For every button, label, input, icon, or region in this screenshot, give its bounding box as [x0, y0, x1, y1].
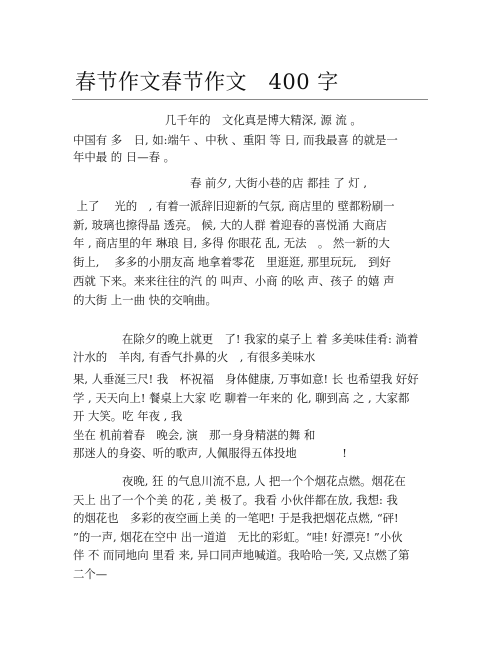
paragraph-3-line-4: 学 , 天天向上! 餐桌上大家 吃 聊着一年来的 化, 聊到高 之 , 大家都 — [73, 391, 410, 405]
paragraph-4-line-1: 夜晚, 狂 的气息川流不息, 人 把一个个烟花点燃。烟花在 — [122, 474, 406, 488]
paragraph-2-line-3: 新, 玻璃也擦得晶 透亮。 候, 大的人群 着迎春的喜悦涌 大商店 — [73, 218, 387, 232]
paragraph-4-line-2: 天上 出了一个个美 的花 , 美 极了。我看 小伙伴都在放, 我想: 我 — [73, 493, 398, 507]
paragraph-2-line-5: 街上, 多多的小朋友高 地拿着零花 里逛逛, 那里玩玩, 到好 — [73, 255, 391, 269]
paragraph-1-line-2: 中国有 多 日, 如:端午 、中秋 、重阳 等 日, 而我最喜 的就是一 — [73, 133, 398, 147]
paragraph-4-line-6: 二个— — [73, 567, 108, 581]
paragraph-2-line-2: 上了 光的 , 有着一派辞旧迎新的气氛, 商店里的 壁都粉刷一 — [73, 199, 395, 213]
paragraph-2-line-4: 年 , 商店里的年 琳琅 目, 多得 你眼花 乱, 无法 。 然一新的大 — [73, 236, 390, 250]
paragraph-4-line-4: ”的一声, 烟花在空中 出一道道 无比的彩虹。“哇! 好漂亮! ”小伙 — [73, 530, 403, 544]
paragraph-3-line-3: 果, 人垂涎三尺! 我 杯祝福 身体健康, 万事如意! 长 也希望我 好好 — [73, 372, 419, 386]
paragraph-3-line-2: 汁水的 羊肉, 有香气扑鼻的火 , 有很多美味水 — [73, 350, 316, 364]
paragraph-3-line-1: 在除夕的晚上就更 了! 我家的桌子上 着 多美味佳肴: 淌着 — [122, 332, 419, 346]
paragraph-3-line-5: 开 大笑。吃 年夜 , 我 — [73, 409, 183, 423]
title-divider — [72, 99, 428, 100]
paragraph-3-line-7: 那迷人的身姿、听的歌声, 人佩服得五体投地 ! — [73, 446, 347, 460]
paragraph-2-line-1: 春 前夕, 大街小巷的店 都挂 了 灯 , — [190, 176, 368, 190]
page-title: 春节作文春节作文 400 字 — [75, 70, 339, 94]
paragraph-3-line-6: 坐在 机前着春 晚会, 演 那一身身精湛的舞 和 — [73, 428, 316, 442]
paragraph-2-line-6: 西就 下来。来来往往的汽 的 叫声、小商 的吆 声、孩子 的嬉 声 — [73, 274, 395, 288]
paragraph-4-line-3: 的烟花也 多彩的夜空画上美 的一笔吧! 于是我把烟花点燃, “砰! — [73, 511, 399, 525]
paragraph-1-line-3: 年中最 的 日—春 。 — [73, 150, 175, 164]
paragraph-4-line-5: 伴 不 而同地向 里看 来, 异口同声地喊道。我哈哈一笑, 又点燃了第 — [73, 548, 410, 562]
paragraph-2-line-7: 的大街 上一曲 快的交响曲。 — [73, 293, 217, 307]
paragraph-1-line-1: 几千年的 文化真是博大精深, 源 流 。 — [165, 113, 362, 127]
